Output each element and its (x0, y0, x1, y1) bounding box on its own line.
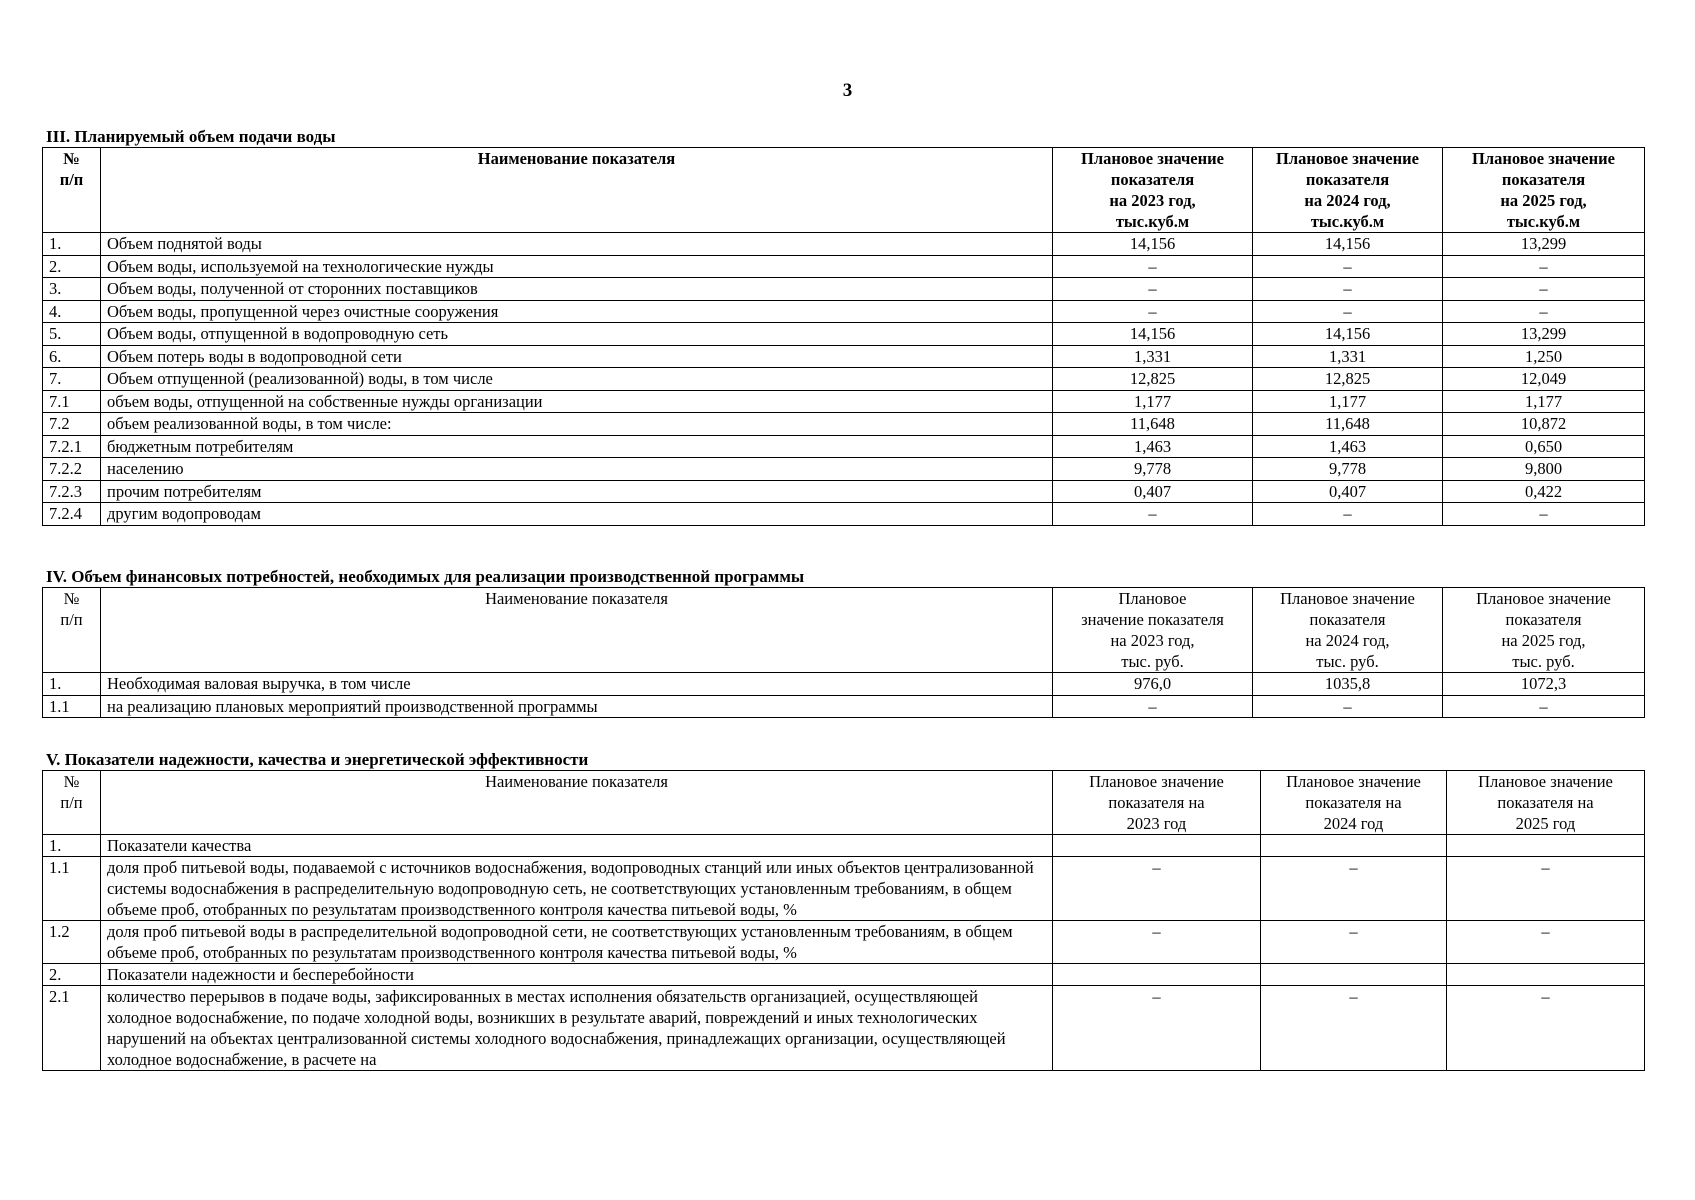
table-row (43, 857, 1645, 921)
row-num: 1. (43, 673, 101, 696)
row-num: 5. (43, 323, 101, 346)
table-header-row (43, 771, 1645, 835)
row-name: Объем воды, пропущенной через очистные сооружения (101, 300, 1053, 323)
value-2023: 14,156 (1053, 233, 1253, 256)
row-num: 1. (43, 835, 101, 857)
table-header-row (43, 588, 1645, 673)
value-2024: – (1253, 695, 1443, 718)
value-2025: 1,250 (1443, 345, 1645, 368)
value-2024: 0,407 (1253, 480, 1443, 503)
value-2024 (1261, 835, 1447, 857)
table-row (43, 233, 1645, 256)
table-row (43, 835, 1645, 857)
value-2024: 1,463 (1253, 435, 1443, 458)
row-name: населению (101, 458, 1053, 481)
header-2025: Плановое значение показателя на 2025 год, тыс. руб. (1443, 588, 1645, 673)
header-name: Наименование показателя (101, 771, 1053, 835)
value-2024: – (1253, 300, 1443, 323)
value-2024: 1,177 (1253, 390, 1443, 413)
value-2025: 9,800 (1443, 458, 1645, 481)
table-row (43, 503, 1645, 526)
row-name: объем воды, отпущенной на собственные нужды организации (101, 390, 1053, 413)
value-2023: 0,407 (1053, 480, 1253, 503)
row-name: Объем воды, используемой на технологические нужды (101, 255, 1053, 278)
table-row (43, 390, 1645, 413)
row-num: 1.1 (43, 695, 101, 718)
value-2023: 1,331 (1053, 345, 1253, 368)
header-num: № п/п (43, 588, 101, 673)
header-2024: Плановое значение показателя на 2024 год (1261, 771, 1447, 835)
value-2023: – (1053, 278, 1253, 301)
value-2025: – (1443, 255, 1645, 278)
value-2023: 9,778 (1053, 458, 1253, 481)
value-2024: 1,331 (1253, 345, 1443, 368)
row-num: 6. (43, 345, 101, 368)
row-num: 7.2.3 (43, 480, 101, 503)
value-2024: – (1253, 278, 1443, 301)
value-2023: – (1053, 503, 1253, 526)
row-name: Показатели качества (101, 835, 1053, 857)
table-row (43, 413, 1645, 436)
value-2023: – (1053, 857, 1261, 921)
row-num: 7. (43, 368, 101, 391)
value-2025: 12,049 (1443, 368, 1645, 391)
value-2025: – (1443, 278, 1645, 301)
row-num: 7.2.4 (43, 503, 101, 526)
row-num: 2. (43, 964, 101, 986)
value-2025: 10,872 (1443, 413, 1645, 436)
value-2024: 12,825 (1253, 368, 1443, 391)
value-2023: 976,0 (1053, 673, 1253, 696)
row-name: другим водопроводам (101, 503, 1053, 526)
section-3-title: III. Планируемый объем подачи воды (46, 127, 336, 146)
table-row (43, 323, 1645, 346)
header-2023: Плановое значение показателя на 2023 год (1053, 771, 1261, 835)
row-num: 2. (43, 255, 101, 278)
row-name: объем реализованной воды, в том числе: (101, 413, 1053, 436)
row-num: 1.1 (43, 857, 101, 921)
header-2024: Плановое значение показателя на 2024 год, тыс.куб.м (1253, 148, 1443, 233)
value-2025: – (1447, 857, 1645, 921)
value-2023: 1,177 (1053, 390, 1253, 413)
table-row (43, 278, 1645, 301)
section-5-title: V. Показатели надежности, качества и энергетической эффективности (46, 750, 589, 769)
page-number: 3 (842, 80, 853, 101)
row-num: 1. (43, 233, 101, 256)
value-2023: 1,463 (1053, 435, 1253, 458)
value-2025: 1,177 (1443, 390, 1645, 413)
value-2025: 0,422 (1443, 480, 1645, 503)
value-2024: 11,648 (1253, 413, 1443, 436)
table-header-row (43, 148, 1645, 233)
value-2025: – (1443, 503, 1645, 526)
value-2023: – (1053, 986, 1261, 1071)
table-row (43, 480, 1645, 503)
row-name: Объем воды, полученной от сторонних поставщиков (101, 278, 1053, 301)
value-2023: – (1053, 695, 1253, 718)
row-num: 1.2 (43, 921, 101, 964)
value-2024: 14,156 (1253, 233, 1443, 256)
row-name: Объем отпущенной (реализованной) воды, в том числе (101, 368, 1053, 391)
table-row (43, 300, 1645, 323)
value-2025 (1447, 964, 1645, 986)
row-name: Объем воды, отпущенной в водопроводную сеть (101, 323, 1053, 346)
value-2025: 13,299 (1443, 233, 1645, 256)
value-2025: – (1443, 300, 1645, 323)
value-2023: – (1053, 921, 1261, 964)
value-2023: – (1053, 255, 1253, 278)
row-num: 7.1 (43, 390, 101, 413)
row-name: Объем поднятой воды (101, 233, 1053, 256)
value-2023 (1053, 964, 1261, 986)
row-num: 7.2.2 (43, 458, 101, 481)
header-2024: Плановое значение показателя на 2024 год, тыс. руб. (1253, 588, 1443, 673)
value-2025: 13,299 (1443, 323, 1645, 346)
row-name: Объем потерь воды в водопроводной сети (101, 345, 1053, 368)
value-2024: – (1261, 857, 1447, 921)
row-num: 7.2 (43, 413, 101, 436)
table-row (43, 435, 1645, 458)
table-row (43, 255, 1645, 278)
header-2025: Плановое значение показателя на 2025 год, тыс.куб.м (1443, 148, 1645, 233)
value-2025: 1072,3 (1443, 673, 1645, 696)
value-2024: – (1261, 921, 1447, 964)
row-name: на реализацию плановых мероприятий производственной программы (101, 695, 1053, 718)
value-2025: – (1447, 986, 1645, 1071)
row-name: доля проб питьевой воды, подаваемой с источников водоснабжения, водопроводных станций или иных объектов централизованной системы водоснабжения в распределительную водопроводную сеть, не соответствующих установленным требованиям, в общем объеме проб, отобранных по результатам производственного контроля качества питьевой воды, % (101, 857, 1053, 921)
header-2023: Плановое значение показателя на 2023 год, тыс.куб.м (1053, 148, 1253, 233)
table-row (43, 673, 1645, 696)
row-name: бюджетным потребителям (101, 435, 1053, 458)
header-name: Наименование показателя (101, 148, 1053, 233)
section-4-title: IV. Объем финансовых потребностей, необходимых для реализации производственной программы (46, 567, 805, 586)
value-2024: 14,156 (1253, 323, 1443, 346)
value-2025: 0,650 (1443, 435, 1645, 458)
financial-needs-table (42, 587, 1645, 718)
value-2024: – (1253, 255, 1443, 278)
value-2023: 11,648 (1053, 413, 1253, 436)
row-name: Необходимая валовая выручка, в том числе (101, 673, 1053, 696)
table-row (43, 921, 1645, 964)
value-2023: – (1053, 300, 1253, 323)
row-num: 4. (43, 300, 101, 323)
value-2024: – (1261, 986, 1447, 1071)
table-row (43, 458, 1645, 481)
header-2023: Плановое значение показателя на 2023 год, тыс. руб. (1053, 588, 1253, 673)
row-name: количество перерывов в подаче воды, зафиксированных в местах исполнения обязательств организацией, осуществляющей холодное водоснабжение, по подаче холодной воды, возникших в результате аварий, повреждений и иных технологических нарушений на объектах централизованной системы холодного водоснабжения, принадлежащих организации, осуществляющей холодное водоснабжение, в расчете на (101, 986, 1053, 1071)
value-2025: – (1447, 921, 1645, 964)
value-2023 (1053, 835, 1261, 857)
table-row (43, 986, 1645, 1071)
value-2024 (1261, 964, 1447, 986)
reliability-quality-table (42, 770, 1645, 1071)
value-2023: 14,156 (1053, 323, 1253, 346)
value-2025: – (1443, 695, 1645, 718)
header-2025: Плановое значение показателя на 2025 год (1447, 771, 1645, 835)
header-num: № п/п (43, 771, 101, 835)
row-name: прочим потребителям (101, 480, 1053, 503)
row-num: 3. (43, 278, 101, 301)
table-row (43, 368, 1645, 391)
value-2024: 1035,8 (1253, 673, 1443, 696)
value-2024: 9,778 (1253, 458, 1443, 481)
table-row (43, 695, 1645, 718)
row-name: доля проб питьевой воды в распределительной водопроводной сети, не соответствующих установленным требованиям, в общем объеме проб, отобранных по результатам производственного контроля качества питьевой воды, % (101, 921, 1053, 964)
header-num: № п/п (43, 148, 101, 233)
table-row (43, 345, 1645, 368)
value-2024: – (1253, 503, 1443, 526)
water-supply-table (42, 147, 1645, 526)
row-num: 7.2.1 (43, 435, 101, 458)
value-2025 (1447, 835, 1645, 857)
table-row (43, 964, 1645, 986)
value-2023: 12,825 (1053, 368, 1253, 391)
row-num: 2.1 (43, 986, 101, 1071)
header-name: Наименование показателя (101, 588, 1053, 673)
row-name: Показатели надежности и бесперебойности (101, 964, 1053, 986)
